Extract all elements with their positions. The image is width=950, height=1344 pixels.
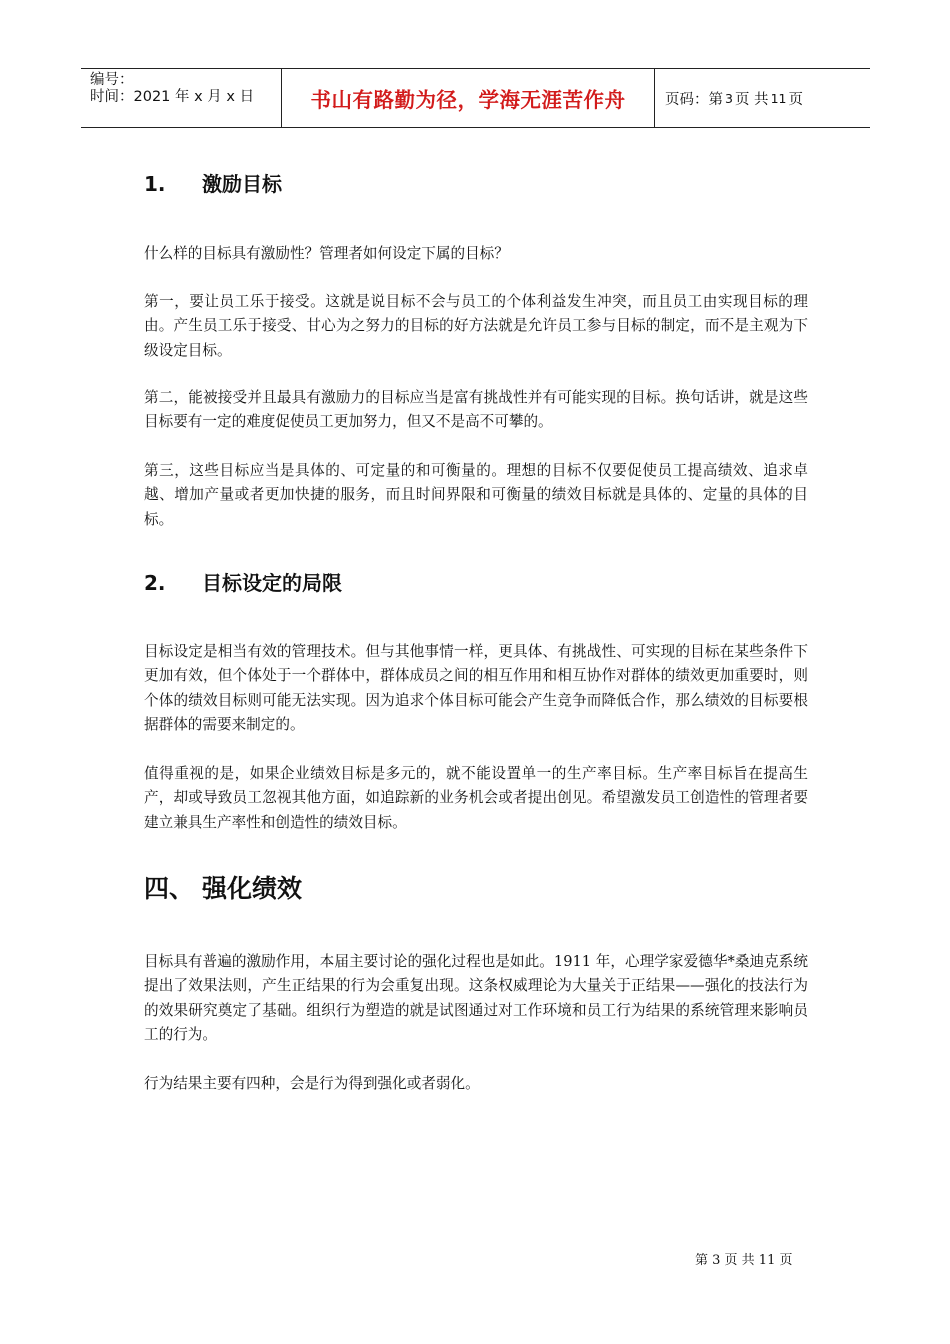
header-motto-cell <box>281 69 655 127</box>
serial-number-label: 编号： <box>90 72 134 88</box>
page-mid: 页 共 <box>734 91 769 108</box>
section-number: 2. <box>144 571 166 595</box>
paragraph: 第一，要让员工乐于接受。这就是说目标不会与员工的个体利益发生冲突，而且员工由实现目标的理由。产生员工乐于接受、甘心为之努力的目标的好方法就是允许员工参与目标的制定，而不是主观为下级设定目标。 <box>144 293 808 359</box>
page-header <box>81 68 870 128</box>
page-suffix: 页 <box>788 91 803 108</box>
header-page-indicator <box>655 69 870 127</box>
section-title: 激励目标 <box>202 172 282 196</box>
section-title: 目标设定的局限 <box>202 571 342 595</box>
page-prefix: 页码：第 <box>665 91 723 108</box>
section-heading-1 <box>144 168 282 197</box>
paragraph: 什么样的目标具有激励性？管理者如何设定下属的目标？ <box>144 245 509 262</box>
section-number: 1. <box>144 172 166 196</box>
motto-text: 书山有路勤为径，学海无涯苦作舟 <box>310 88 626 112</box>
paragraph: 值得重视的是，如果企业绩效目标是多元的，就不能设置单一的生产率目标。生产率目标旨在提高生产，却或导致员工忽视其他方面，如追踪新的业务机会或者提出创见。希望激发员工创造性的管理者要建立兼具生产率性和创造性的绩效目标。 <box>144 765 808 831</box>
page-footer: 第 3 页 共 11 页 <box>695 1253 793 1268</box>
chapter-heading-4 <box>144 869 302 905</box>
page-total: 11 <box>770 90 787 106</box>
section-heading-2 <box>144 567 342 596</box>
date-label: 时间：2021 年 x 月 x 日 <box>90 89 255 105</box>
header-meta <box>81 69 281 127</box>
paragraph: 目标设定是相当有效的管理技术。但与其他事情一样，更具体、有挑战性、可实现的目标在某些条件下更加有效，但个体处于一个群体中，群体成员之间的相互作用和相互协作对群体的绩效更加重要时，则个体的绩效目标则可能无法实现。因为追求个体目标可能会产生竞争而降低合作，那么绩效的目标要根据群体的需要来制定的。 <box>144 643 808 733</box>
paragraph: 行为结果主要有四种，会是行为得到强化或者弱化。 <box>144 1075 480 1092</box>
paragraph: 第三，这些目标应当是具体的、可定量的和可衡量的。理想的目标不仅要促使员工提高绩效、追求卓越、增加产量或者更加快捷的服务，而且时间界限和可衡量的绩效目标就是具体的、定量的具体的目标。 <box>144 462 808 528</box>
page-current: 3 <box>725 90 733 106</box>
section-title: 强化绩效 <box>202 874 303 903</box>
paragraph: 目标具有普遍的激励作用，本届主要讨论的强化过程也是如此。1911 年，心理学家爱德华*桑迪克系统提出了效果法则，产生正结果的行为会重复出现。这条权威理论为大量关于正结果——强化的技法行为的效果研究奠定了基础。组织行为塑造的就是试图通过对工作环境和员工行为结果的系统管理来影响员工的行为。 <box>144 953 808 1043</box>
section-number: 四、 <box>144 874 195 903</box>
paragraph: 第二，能被接受并且最具有激励力的目标应当是富有挑战性并有可能实现的目标。换句话讲，就是这些目标要有一定的难度促使员工更加努力，但又不是高不可攀的。 <box>144 389 808 431</box>
